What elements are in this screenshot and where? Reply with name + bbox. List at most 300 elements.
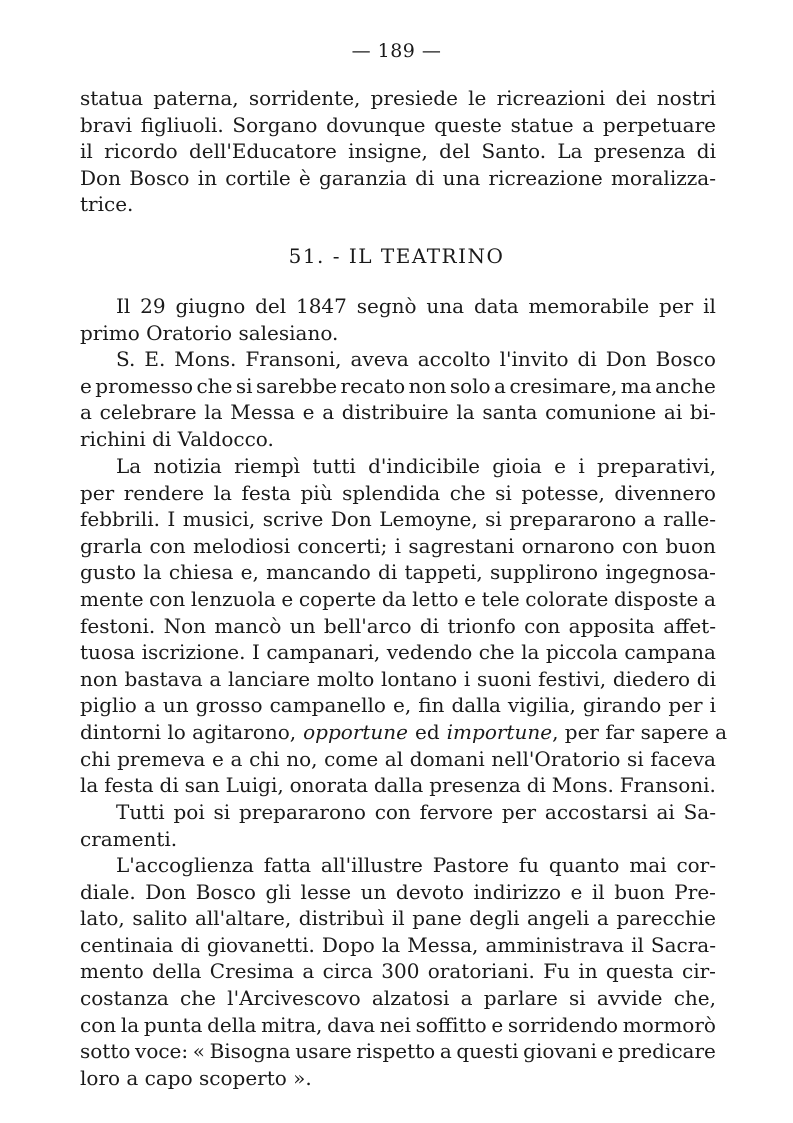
word: concerti; <box>297 533 388 558</box>
word: sagrestani <box>408 533 515 558</box>
word: fin <box>418 693 445 718</box>
word: e, <box>240 560 259 585</box>
word: fu <box>518 853 540 877</box>
word: bastava <box>124 666 203 691</box>
word: e <box>601 1039 614 1064</box>
section-heading: 51. - IL TEATRINO <box>288 244 505 268</box>
text-line: cramenti. <box>80 826 178 851</box>
word: che, <box>673 985 716 1010</box>
word: il <box>591 879 605 904</box>
word: per <box>80 480 115 505</box>
word: nell'Oratorio <box>491 746 621 771</box>
word: tele <box>481 586 520 611</box>
word: Mons. <box>551 773 614 798</box>
word: della <box>152 959 202 984</box>
word: la <box>381 932 401 957</box>
word: ai <box>656 800 675 824</box>
word: devoto <box>395 879 464 904</box>
word: a <box>322 400 335 425</box>
word: mente <box>80 586 144 611</box>
word: con <box>374 800 411 824</box>
word: una <box>426 294 465 318</box>
word: pane <box>412 906 462 931</box>
word: di <box>378 560 398 585</box>
word: premeva <box>117 746 206 771</box>
word: che <box>449 480 486 505</box>
word: giovanetti. <box>206 932 315 957</box>
word: all'illustre <box>320 853 423 877</box>
text-line <box>80 533 716 560</box>
word: 300 <box>381 959 420 984</box>
word: sotto <box>80 1039 131 1064</box>
word: recato <box>340 373 406 398</box>
text-line <box>80 1038 716 1065</box>
word: piccola <box>545 640 618 665</box>
word: giovani <box>523 1039 597 1064</box>
word: la <box>143 560 162 585</box>
word: lesse <box>300 879 352 904</box>
word: il <box>703 294 716 318</box>
word: con <box>80 1012 117 1037</box>
word: potesse, <box>521 480 605 505</box>
word: celebrare <box>99 400 197 425</box>
text-line <box>80 692 716 719</box>
word: vigilia, <box>507 693 576 718</box>
word: Fransoni, <box>245 347 342 371</box>
word: per <box>659 294 694 318</box>
word: Bosco <box>655 347 716 371</box>
word: tutti <box>312 454 356 478</box>
word: la <box>456 400 475 425</box>
word: del <box>439 139 471 164</box>
word: punta <box>143 1012 203 1037</box>
word: di <box>180 932 200 957</box>
word: apposita <box>568 613 655 638</box>
word: « <box>192 1039 205 1064</box>
text-line <box>80 559 716 586</box>
word: statue <box>510 112 574 137</box>
word: Don <box>80 165 121 190</box>
word: nei <box>379 1012 411 1037</box>
word: non <box>80 666 118 691</box>
word: si <box>235 373 253 398</box>
word: Cresima <box>209 959 295 984</box>
word: per <box>501 800 537 824</box>
word: fatta <box>263 853 312 877</box>
text-line <box>80 905 716 932</box>
word: a <box>143 693 156 718</box>
word: disposte <box>613 586 699 611</box>
word: buon <box>665 533 716 558</box>
word: Sacra- <box>650 932 716 957</box>
word: in <box>578 959 598 984</box>
word: no, <box>286 746 318 771</box>
word: campanari, <box>266 640 381 665</box>
word: Sorgano <box>232 112 318 137</box>
word: a <box>230 746 243 771</box>
word: sarebbe <box>256 373 338 398</box>
word: Messa <box>230 400 295 425</box>
word: I <box>167 507 176 532</box>
word: soffitto <box>415 1012 487 1037</box>
word: divennero <box>614 480 716 505</box>
word: e <box>570 879 583 904</box>
word: letto <box>412 586 459 611</box>
word: che <box>478 640 515 665</box>
word: in <box>197 165 217 190</box>
word: iscrizione. <box>141 640 246 665</box>
word: si <box>213 800 231 824</box>
text-line <box>80 399 716 426</box>
word: Lemoyne, <box>379 507 478 532</box>
text-line: primo Oratorio salesiano. <box>80 320 339 345</box>
word: e <box>80 373 92 398</box>
text-line <box>80 453 716 480</box>
word: festivi, <box>538 666 607 691</box>
word: trionfo <box>447 613 516 638</box>
italic-word: opportune <box>303 719 409 744</box>
text-line: loro a capo scoperto ». <box>80 1065 312 1090</box>
word: alzatosi <box>371 985 450 1010</box>
word: indirizzo <box>473 879 562 904</box>
word: cir- <box>682 959 716 984</box>
word: ricordo <box>104 139 178 164</box>
word: segnò <box>356 294 417 318</box>
word: L'accoglienza <box>116 853 254 877</box>
word: avvide <box>596 985 663 1010</box>
text-line <box>80 506 716 533</box>
text-line <box>80 138 716 165</box>
word: colorate <box>525 586 609 611</box>
word: del <box>255 294 287 318</box>
word: ornarono <box>521 533 615 558</box>
word: rendere <box>123 480 205 505</box>
word: supplirono <box>489 560 599 585</box>
word: bravi <box>80 112 132 137</box>
word: aveva <box>350 347 409 371</box>
word: bi- <box>689 400 716 425</box>
word: si <box>495 480 512 505</box>
paragraph-1 <box>80 293 716 346</box>
word: il <box>631 932 644 957</box>
word: oratoriani. <box>427 959 535 984</box>
text-line <box>80 586 716 613</box>
text-line <box>80 746 716 773</box>
word: mancò <box>214 613 282 638</box>
word: costanza <box>80 985 169 1010</box>
word: predicare <box>617 1039 716 1064</box>
word: lenzuola <box>190 586 276 611</box>
word: rispetto <box>356 1039 436 1064</box>
word: di <box>526 773 546 798</box>
word: santa <box>482 400 538 425</box>
word: si <box>627 746 644 771</box>
word: di <box>159 773 179 798</box>
text-line <box>80 165 716 192</box>
word: Bosco <box>129 165 190 190</box>
word: girando <box>582 693 662 718</box>
word: Bosco <box>195 879 256 904</box>
word: mai <box>629 853 667 877</box>
paragraph-2 <box>80 346 716 452</box>
word: a <box>596 906 609 931</box>
word: i <box>578 454 585 478</box>
word: a <box>302 959 315 984</box>
word: dalla <box>373 773 424 798</box>
word: di <box>415 165 435 190</box>
word: campanello <box>269 693 386 718</box>
word: poi <box>173 800 205 824</box>
word: cortile <box>225 165 291 190</box>
word: Fu <box>543 959 570 984</box>
text-line <box>80 112 716 139</box>
word: al <box>384 746 404 771</box>
word: prepararono <box>509 507 637 532</box>
word: Santo. <box>481 139 547 164</box>
word: ralle- <box>663 507 716 532</box>
word: questa <box>605 959 674 984</box>
word: san <box>184 773 220 798</box>
word: tuosa <box>80 640 136 665</box>
word: con <box>149 533 186 558</box>
word: diale. <box>80 879 136 904</box>
word: a <box>643 507 656 532</box>
word: scrive <box>262 507 324 532</box>
text-line <box>80 958 716 985</box>
word: nostri <box>656 86 716 110</box>
word: di <box>696 666 716 691</box>
word: anche <box>655 373 716 398</box>
word: si <box>485 507 502 532</box>
word: da <box>381 586 407 611</box>
word: dei <box>615 86 647 110</box>
word: bell'arco <box>323 613 412 638</box>
word: mormorò <box>622 1012 716 1037</box>
word: 1847 <box>295 294 347 318</box>
word: 29 <box>140 294 166 318</box>
word: affet- <box>663 613 716 638</box>
word: lato, <box>80 906 125 931</box>
word: solo <box>449 373 491 398</box>
word: e, <box>392 693 412 718</box>
word: grarla <box>80 533 143 558</box>
word: faceva <box>650 746 716 771</box>
text-line: richini di Valdocco. <box>80 426 274 451</box>
text-line <box>80 85 716 112</box>
word: garanzia <box>318 165 407 190</box>
word: con <box>621 533 658 558</box>
word: suoni <box>476 666 532 691</box>
word: mento <box>80 959 144 984</box>
word: mancando <box>266 560 371 585</box>
word: voce: <box>135 1039 189 1064</box>
word: fervore <box>419 800 494 824</box>
word: campana <box>624 640 716 665</box>
word: una <box>442 165 481 190</box>
word: all'altare, <box>194 906 292 931</box>
paragraph-5 <box>80 852 716 1091</box>
word: si <box>569 985 586 1010</box>
word: più <box>300 480 333 505</box>
word: promesso <box>95 373 194 398</box>
word: l'Arcivescovo <box>227 985 361 1010</box>
word: febbrili. <box>80 507 160 532</box>
word: questi <box>456 1039 519 1064</box>
text-line <box>80 932 716 959</box>
word: ai <box>663 400 683 425</box>
word: tappeti, <box>404 560 483 585</box>
word: non <box>408 373 447 398</box>
word: festa <box>104 773 154 798</box>
word: vedendo <box>386 640 473 665</box>
word: a <box>80 400 92 425</box>
word: piglio <box>80 693 137 718</box>
text-line-mixed <box>80 719 728 746</box>
word: Don <box>145 879 187 904</box>
word: angeli <box>527 906 590 931</box>
word: lontano <box>380 666 458 691</box>
word: moralizza- <box>610 165 716 190</box>
word: sorridente, <box>248 86 361 110</box>
word: usare <box>295 1039 352 1064</box>
word: ma <box>620 373 652 398</box>
word: Non <box>163 613 206 638</box>
word: con <box>149 586 186 611</box>
page-number: — 189 — <box>351 40 442 62</box>
word: onorata <box>289 773 368 798</box>
word: ingegnosa- <box>605 560 716 585</box>
word: Il <box>116 294 131 318</box>
word: presenza <box>429 773 521 798</box>
text-run: , per far sapere a <box>552 719 728 744</box>
text-line <box>80 613 716 640</box>
word: musici, <box>182 507 256 532</box>
word: un <box>162 693 189 718</box>
word: splendida <box>342 480 441 505</box>
word: Pre- <box>674 879 716 904</box>
text-line <box>80 666 716 693</box>
word: la <box>213 480 232 505</box>
word: salito <box>132 906 188 931</box>
word: preparativi, <box>597 454 716 478</box>
word: il <box>80 139 93 164</box>
word: centinaia <box>80 932 174 957</box>
word: festa <box>241 480 291 505</box>
word: ricreazioni <box>496 86 606 110</box>
word: amministrava <box>485 932 624 957</box>
word: Pastore <box>432 853 509 877</box>
word: Bisogna <box>209 1039 291 1064</box>
word: accostarsi <box>544 800 648 824</box>
word: a <box>494 373 506 398</box>
word: di <box>696 139 716 164</box>
word: queste <box>434 112 502 137</box>
word: lanciare <box>228 666 311 691</box>
word: degli <box>469 906 520 931</box>
word: diedero <box>612 666 691 691</box>
word: comunione <box>545 400 657 425</box>
word: il <box>391 906 405 931</box>
word: gli <box>265 879 292 904</box>
word: dovunque <box>326 112 426 137</box>
word: Tutti <box>116 800 165 824</box>
word: i <box>394 533 402 558</box>
word: data <box>473 294 519 318</box>
word: a <box>460 985 473 1010</box>
word: I <box>251 640 260 665</box>
word: insigne, <box>348 139 428 164</box>
text-line <box>80 799 716 826</box>
word: accolto <box>417 347 491 371</box>
text-line <box>80 480 716 507</box>
word: dell'Educatore <box>188 139 337 164</box>
word: prepararono <box>238 800 366 824</box>
word: gusto <box>80 560 137 585</box>
word: notizia <box>153 454 222 478</box>
word: figliuoli. <box>140 112 224 137</box>
word: cor- <box>676 853 716 877</box>
word: come <box>324 746 379 771</box>
word: La <box>116 454 142 478</box>
word: giugno <box>175 294 246 318</box>
word: e <box>464 586 476 611</box>
word: e <box>212 746 224 771</box>
word: i <box>463 666 471 691</box>
word: sorridendo <box>507 1012 619 1037</box>
text-line <box>80 373 716 400</box>
word: grosso <box>195 693 263 718</box>
word: di <box>419 613 440 638</box>
word: un <box>289 613 316 638</box>
word: a <box>209 666 222 691</box>
word: distribuire <box>341 400 449 425</box>
word: parecchie <box>616 906 716 931</box>
word: la <box>80 773 99 798</box>
word: presiede <box>370 86 458 110</box>
word: che <box>180 985 216 1010</box>
word: chi <box>249 746 280 771</box>
word: chi <box>80 746 111 771</box>
word: che <box>196 373 233 398</box>
word: e <box>281 586 294 611</box>
word: Messa, <box>407 932 479 957</box>
text-line <box>80 346 716 373</box>
paragraph-continuation <box>80 85 716 218</box>
word: coperte <box>298 586 377 611</box>
word: Sa- <box>683 800 716 824</box>
text-line <box>80 1012 716 1039</box>
text-line <box>80 985 716 1012</box>
text-line <box>80 772 716 799</box>
text-line <box>80 879 716 906</box>
word: le <box>468 86 487 110</box>
word: La <box>557 139 583 164</box>
word: Don <box>605 347 647 371</box>
word: per <box>668 693 703 718</box>
word: presenza <box>593 139 686 164</box>
word: dava <box>327 1012 376 1037</box>
word: è <box>298 165 311 190</box>
word: distribuì <box>298 906 385 931</box>
word: i <box>709 693 716 718</box>
word: con <box>524 613 561 638</box>
word: un <box>360 879 387 904</box>
word: quanto <box>548 853 620 877</box>
word: e <box>302 400 315 425</box>
word: melodiosi <box>192 533 291 558</box>
paragraph-4 <box>80 799 716 852</box>
word: e <box>554 454 566 478</box>
